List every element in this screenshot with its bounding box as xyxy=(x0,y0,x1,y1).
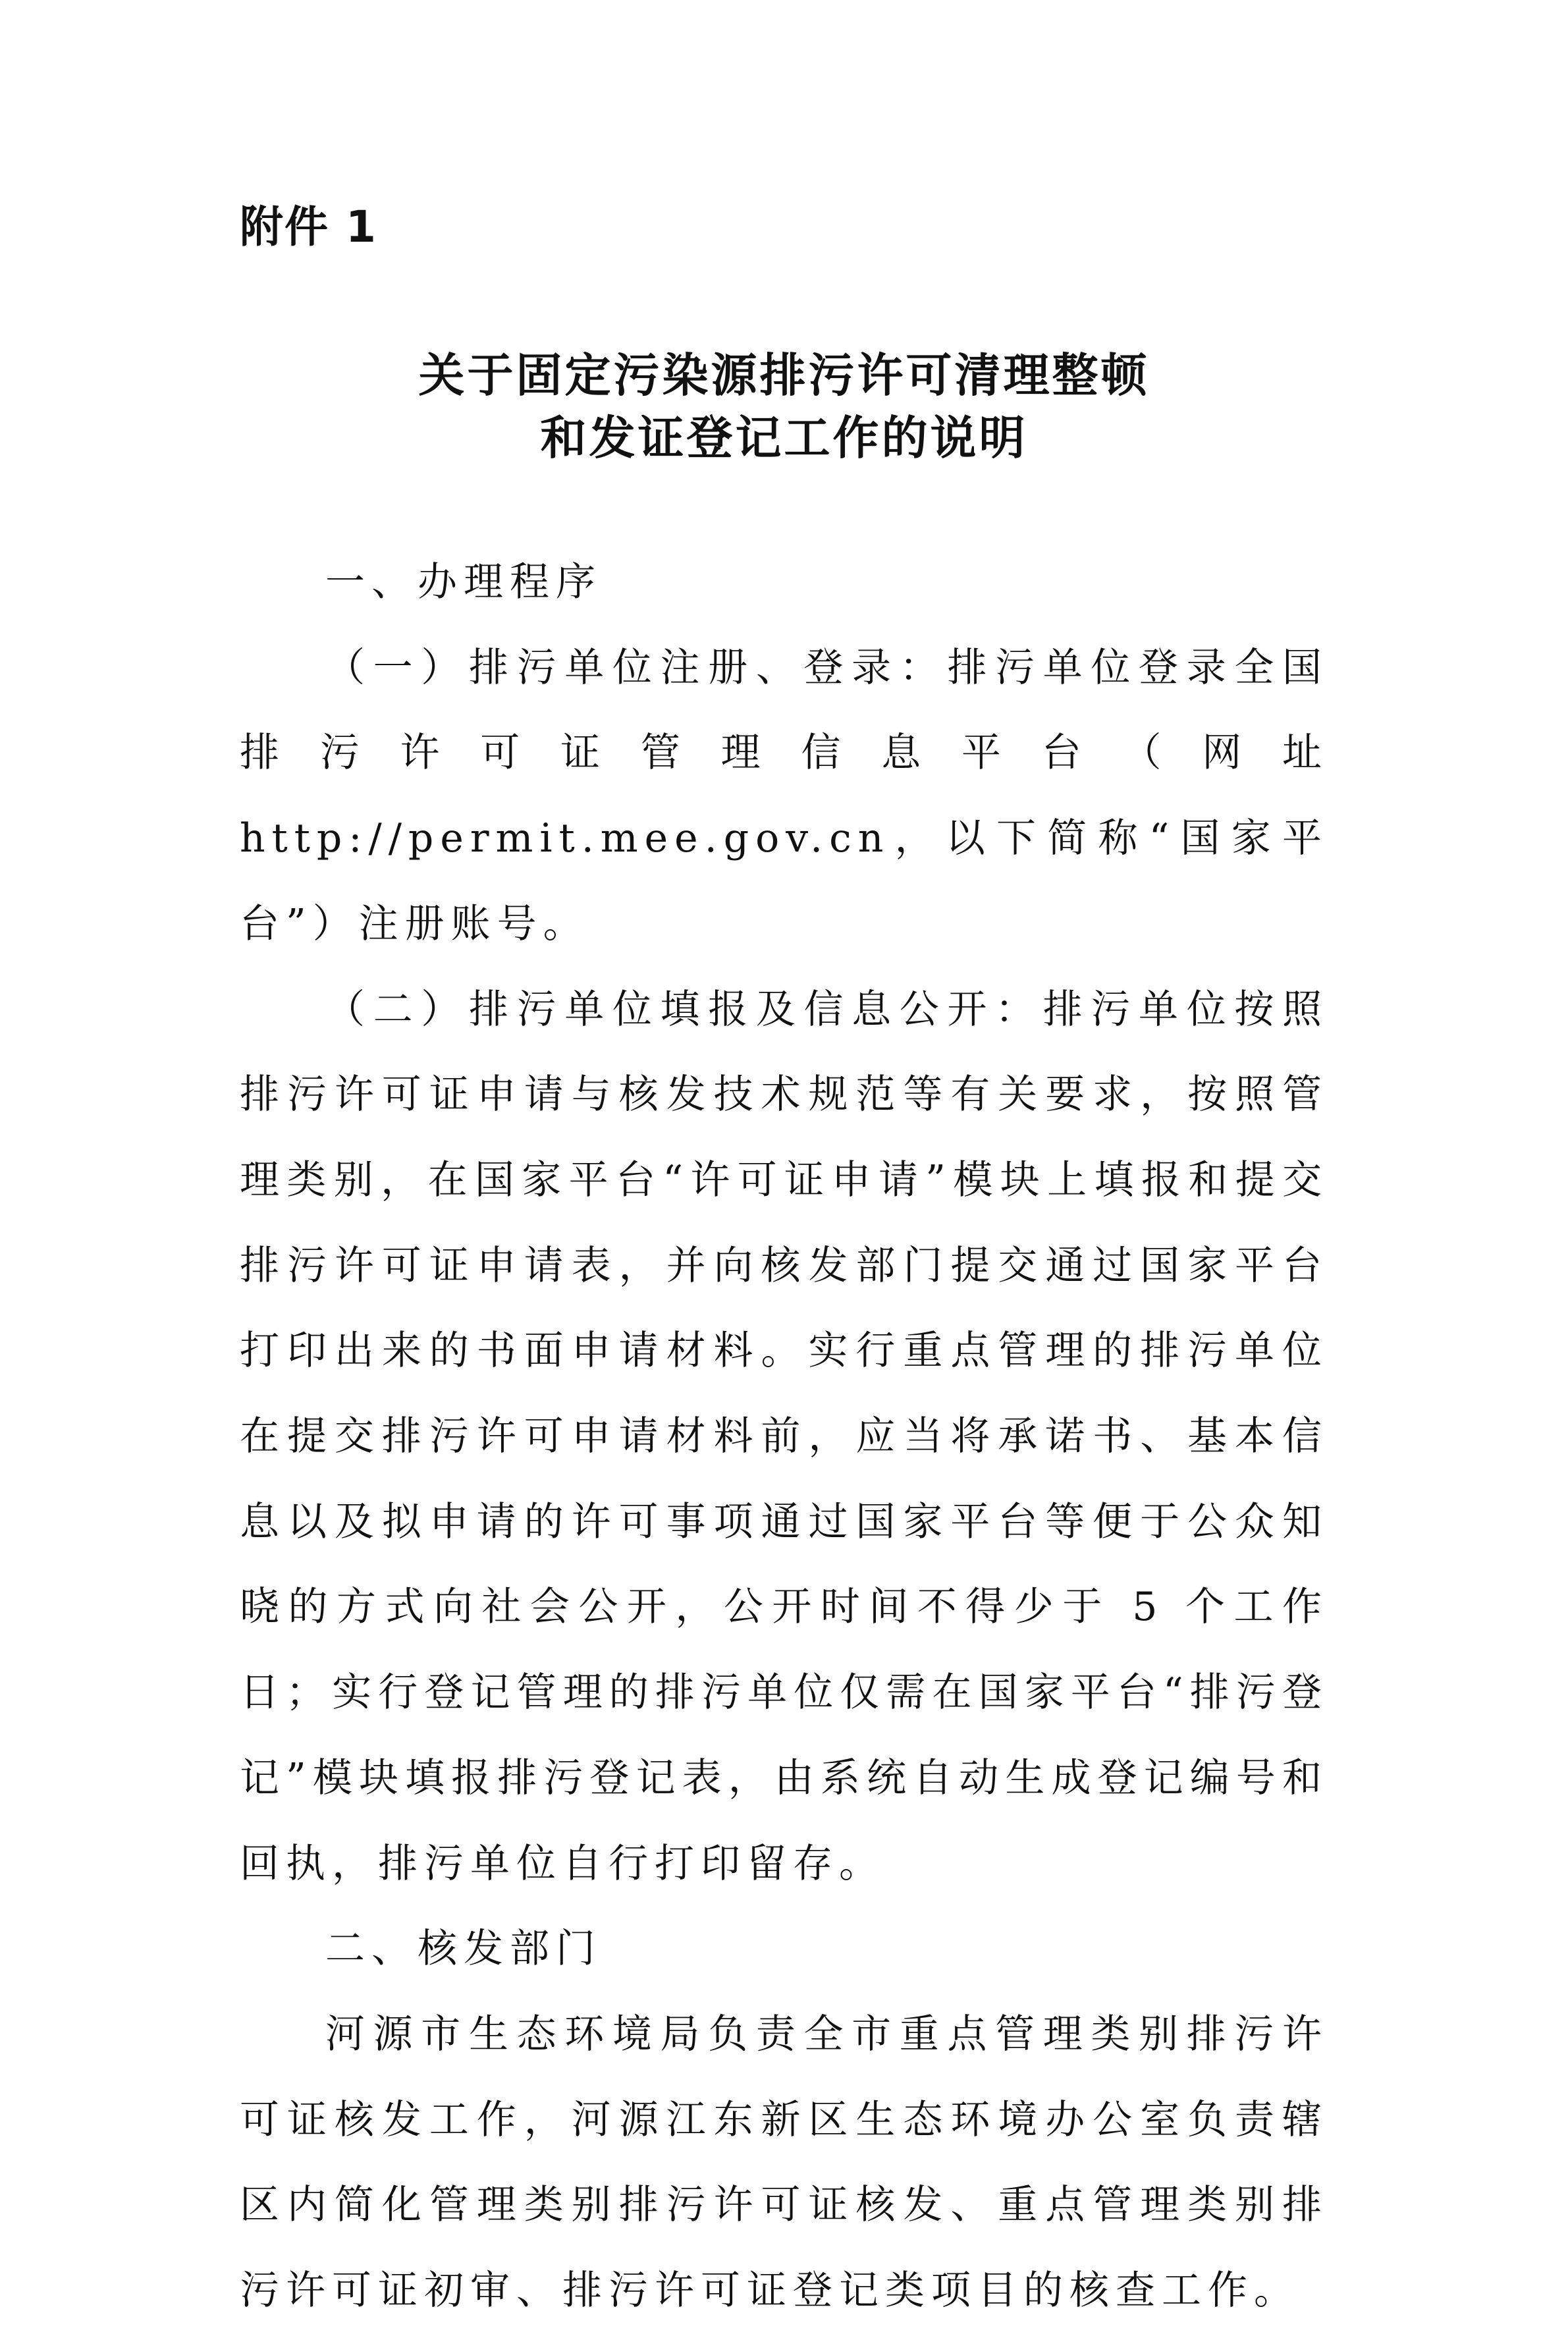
paragraph-registration: （一）排污单位注册、登录：排污单位登录全国排污许可证管理信息平台（网址 http://permit.mee.gov.cn，以下简称“国家平台”）注册账号。 xyxy=(240,644,1328,947)
document-body xyxy=(240,540,1328,2334)
section-1-heading: 一、办理程序 xyxy=(325,559,602,605)
document-title-line-2: 和发证登记工作的说明 xyxy=(540,411,1028,465)
attachment-label: 附件 1 xyxy=(240,202,377,252)
paragraph-filing-and-disclosure: （二）排污单位填报及信息公开：排污单位按照排污许可证申请与核发技术规范等有关要求，按照管理类别，在国家平台“许可证申请”模块上填报和提交排污许可证申请表，并向核发部门提交通过国家平台打印出来的书面申请材料。实行重点管理的排污单位在提交排污许可申请材料前，应当将承诺书、基本信息以及拟申请的许可事项通过国家平台等便于公众知晓的方式向社会公开，公开时间不得少于 5 个工作日；实行登记管理的排污单位仅需在国家平台“排污登记”模块填报排污登记表，由系统自动生成登记编号和回执，排污单位自行打印留存。 xyxy=(240,986,1328,1887)
section-2-heading: 二、核发部门 xyxy=(325,1926,602,1972)
document-title-line-1: 关于固定污染源排污许可清理整顿 xyxy=(418,348,1150,402)
paragraph-issuing-department: 河源市生态环境局负责全市重点管理类别排污许可证核发工作，河源江东新区生态环境办公室负责辖区内简化管理类别排污许可证核发、重点管理类别排污许可证初审、排污许可证登记类项目的核查工作。 xyxy=(240,2011,1328,2314)
